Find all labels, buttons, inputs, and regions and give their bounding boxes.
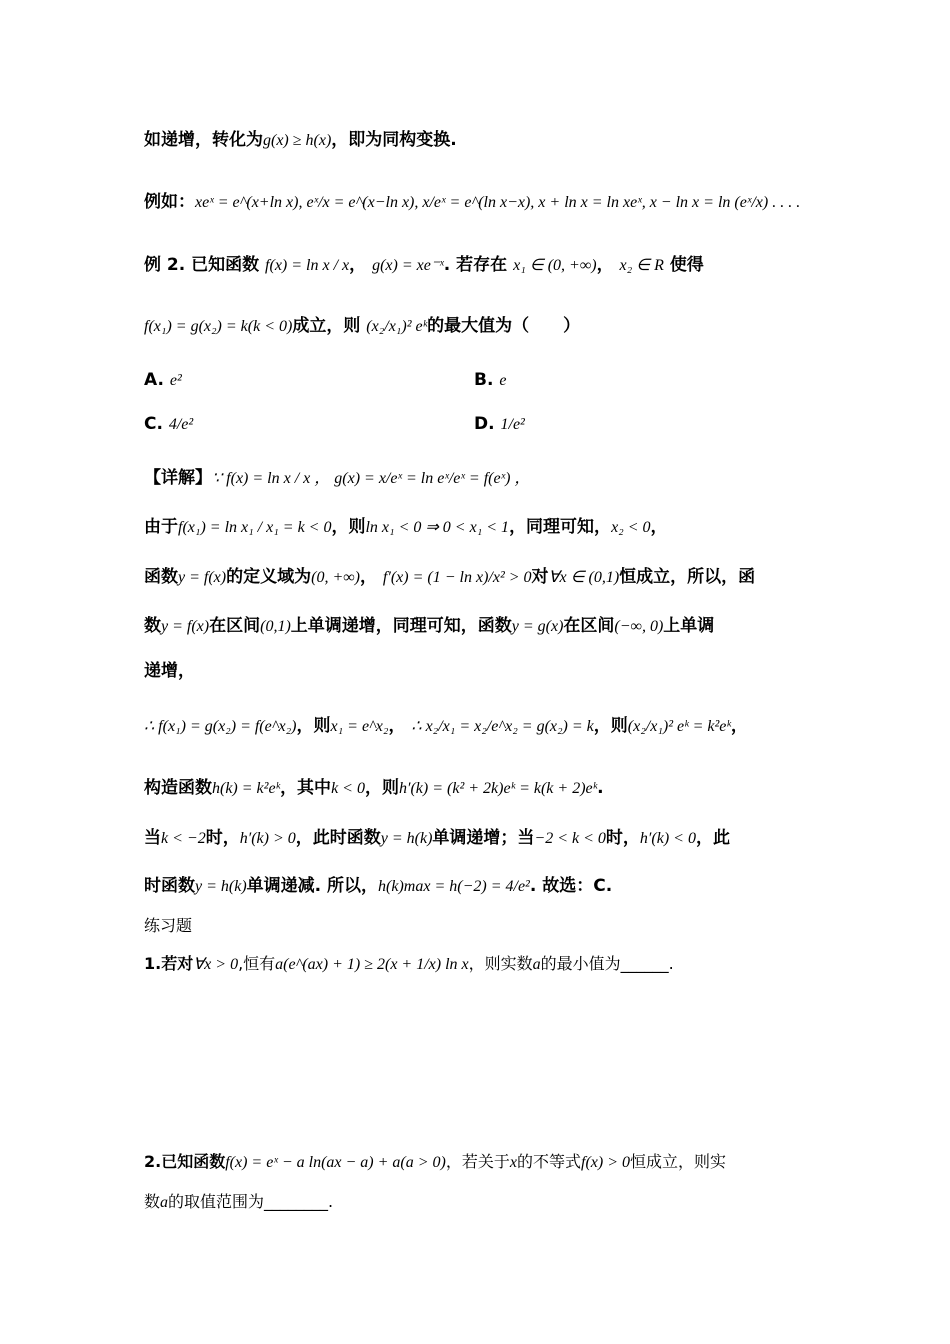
g-definition: g(x) = xe⁻ˣ bbox=[372, 257, 444, 274]
math: ∴ x₂/x₁ = x₂/e^x₂ = g(x₂) = k bbox=[411, 718, 594, 735]
math: ln x₁ < 0 ⇒ 0 < x₁ < 1 bbox=[365, 519, 510, 536]
option-label: D. bbox=[474, 414, 495, 434]
question-text: 的最大值为（ ） bbox=[427, 316, 581, 336]
text: 上单调 bbox=[663, 616, 715, 636]
math: a bbox=[532, 956, 541, 973]
text: 单调递减. 所以， bbox=[246, 876, 379, 896]
intro-math: g(x) ≥ h(x) bbox=[263, 132, 332, 149]
text: 恒成立，所以，函 bbox=[619, 567, 756, 587]
solution-line9 bbox=[144, 872, 820, 901]
text: 使得 bbox=[669, 255, 704, 275]
math: a bbox=[160, 1194, 169, 1211]
example-line bbox=[144, 188, 820, 217]
math: f(x₁) = ln x₁ / x₁ = k < 0 bbox=[178, 519, 332, 536]
math: y = h(k) bbox=[380, 830, 433, 847]
math: f′(x) = (1 − ln x)/x² > 0 bbox=[382, 569, 532, 586]
text: 在区间 bbox=[209, 616, 261, 636]
text: ,恒有 bbox=[238, 954, 276, 973]
text: ，若关于 bbox=[445, 1152, 510, 1171]
target-expression: (x₂/x₁)² eᵏ bbox=[366, 318, 428, 335]
option-d bbox=[474, 414, 525, 434]
math: f(x) = eˣ − a ln(ax − a) + a(a > 0) bbox=[225, 1154, 446, 1171]
text: 的不等式 bbox=[517, 1152, 582, 1171]
math: y = f(x) bbox=[161, 618, 210, 635]
math: ∴ f(x₁) = g(x₂) = f(e^x₂) bbox=[144, 718, 297, 735]
text: 成立，则 bbox=[292, 316, 361, 336]
text: 由于 bbox=[144, 517, 178, 537]
text: 的最小值为______. bbox=[540, 954, 674, 973]
practice-title bbox=[144, 912, 820, 940]
option-value: 4/e² bbox=[168, 416, 194, 433]
example2-line2 bbox=[144, 312, 820, 341]
math: y = g(x) bbox=[511, 618, 564, 635]
math: −2 < k < 0 bbox=[534, 830, 606, 847]
math: ∀x > 0 bbox=[193, 956, 239, 973]
solution-line2: 由于f(x₁) = ln x₁ / x₁ = k < 0，则ln x₁ < 0 ⇒ 0 < x₁ < 1，同理可知，x₂ < 0， bbox=[144, 517, 668, 537]
text: 恒成立，则实 bbox=[630, 1152, 727, 1171]
solution-heading: 【详解】 bbox=[144, 468, 212, 488]
intro-text-end: ，即为同构变换. bbox=[331, 130, 457, 150]
math: h′(k) > 0 bbox=[239, 830, 296, 847]
math: h′(k) < 0 bbox=[639, 830, 696, 847]
solution-line7: 构造函数h(k) = k²eᵏ，其中k < 0，则h′(k) = (k² + 2k)eᵏ = k(k + 2)eᵏ. bbox=[144, 778, 604, 798]
text: 上单调递增，同理可知，函数 bbox=[290, 616, 512, 636]
condition-math: f(x₁) = g(x₂) = k(k < 0) bbox=[144, 318, 293, 335]
math: (0,1) bbox=[260, 618, 291, 635]
math: h(k) = k²eᵏ bbox=[212, 780, 281, 797]
text: 的定义域为 bbox=[226, 567, 312, 587]
example-label: 例如： bbox=[144, 192, 195, 212]
math: k < −2 bbox=[161, 830, 206, 847]
math: (−∞, 0) bbox=[614, 618, 664, 635]
example2-title: 例 2. 已知函数 bbox=[144, 255, 260, 275]
text: 数 bbox=[144, 616, 161, 636]
text: 数 bbox=[144, 1192, 161, 1211]
text: 的取值范围为________. bbox=[168, 1192, 334, 1211]
math: x₁ ∈ (0, +∞) bbox=[513, 257, 597, 274]
math: x₁ = e^x₂ bbox=[330, 718, 389, 735]
text: 时函数 bbox=[144, 876, 195, 896]
math: (x₂/x₁)² eᵏ = k²eᵏ bbox=[627, 718, 731, 735]
text: ，其中 bbox=[280, 778, 332, 798]
practice-title-text: 练习题 bbox=[144, 916, 193, 935]
text: 对 bbox=[531, 567, 549, 587]
text: 2.已知函数 bbox=[144, 1152, 226, 1171]
text: . 若存在 bbox=[443, 255, 508, 275]
intro-line bbox=[144, 126, 820, 155]
math: (0, +∞) bbox=[311, 569, 360, 586]
solution-line1 bbox=[144, 464, 820, 493]
text: 时， bbox=[605, 828, 640, 848]
math: x₂ ∈ R bbox=[619, 257, 664, 274]
text: 在区间 bbox=[563, 616, 615, 636]
text: 函数 bbox=[144, 567, 178, 587]
option-a bbox=[144, 370, 182, 390]
example2-line1: 例 2. 已知函数 f(x) = ln x / x， g(x) = xe⁻ˣ. 若存在 x₁ ∈ (0, +∞)， x₂ ∈ R 使得 bbox=[144, 255, 704, 275]
math: k < 0 bbox=[331, 780, 365, 797]
text: . 故选：C. bbox=[529, 876, 613, 896]
practice-q2-line1 bbox=[144, 1148, 820, 1177]
solution-line5 bbox=[144, 657, 820, 685]
math: y = f(x) bbox=[178, 569, 227, 586]
math: x bbox=[509, 1154, 518, 1171]
intro-text: 如递增，转化为 bbox=[144, 130, 263, 150]
option-label: A. bbox=[144, 370, 164, 390]
practice-q1 bbox=[144, 950, 820, 979]
math: ∵ f(x) = ln x / x ， g(x) = x/eˣ = ln eˣ/eˣ = f(eˣ) ， bbox=[212, 470, 531, 487]
option-b bbox=[474, 370, 506, 390]
math: ∀x ∈ (0,1) bbox=[548, 569, 620, 586]
math: h′(k) = (k² + 2k)eᵏ = k(k + 2)eᵏ bbox=[398, 780, 598, 797]
text: 递增， bbox=[144, 661, 195, 681]
option-c bbox=[144, 414, 193, 434]
f-definition: f(x) = ln x / x bbox=[265, 257, 350, 274]
math: x₂ < 0 bbox=[611, 519, 651, 536]
text: 当 bbox=[144, 828, 161, 848]
text: ，此 bbox=[695, 828, 730, 848]
text: ，则 bbox=[364, 778, 399, 798]
example-math: xeˣ = e^(x+ln x), eˣ/x = e^(x−ln x), x/eˣ = e^(ln x−x), x + ln x = ln xeˣ, x − ln x = ln (eˣ/x) . . . . bbox=[195, 194, 801, 211]
text: 构造函数 bbox=[144, 778, 212, 798]
math: a(e^(ax) + 1) ≥ 2(x + 1/x) ln x bbox=[275, 956, 469, 973]
solution-line3: 函数y = f(x)的定义域为(0, +∞)， f′(x) = (1 − ln x)/x² > 0对∀x ∈ (0,1)恒成立，所以，函 bbox=[144, 567, 756, 587]
option-value: e bbox=[499, 372, 507, 389]
text: ，此时函数 bbox=[295, 828, 381, 848]
text: ，同理可知， bbox=[509, 517, 612, 537]
text: ，则 bbox=[331, 517, 366, 537]
option-label: C. bbox=[144, 414, 163, 434]
text: 时， bbox=[205, 828, 240, 848]
math: f(x) > 0 bbox=[581, 1154, 631, 1171]
math: y = h(k) bbox=[195, 878, 247, 895]
text: 1.若对 bbox=[144, 954, 194, 973]
option-label: B. bbox=[474, 370, 494, 390]
solution-line6: ∴ f(x₁) = g(x₂) = f(e^x₂)，则x₁ = e^x₂， ∴ x₂/x₁ = x₂/e^x₂ = g(x₂) = k，则(x₂/x₁)² eᵏ = k²eᵏ， bbox=[144, 716, 748, 736]
solution-line8 bbox=[144, 824, 820, 853]
option-value: e² bbox=[169, 372, 182, 389]
text: ，则实数 bbox=[468, 954, 533, 973]
solution-line4 bbox=[144, 612, 820, 641]
practice-q2-line2 bbox=[144, 1188, 820, 1217]
math: h(k)max = h(−2) = 4/e² bbox=[378, 878, 530, 895]
text: ，则 bbox=[593, 716, 628, 736]
text: 单调递增；当 bbox=[432, 828, 535, 848]
option-value: 1/e² bbox=[500, 416, 525, 433]
text: ，则 bbox=[296, 716, 331, 736]
